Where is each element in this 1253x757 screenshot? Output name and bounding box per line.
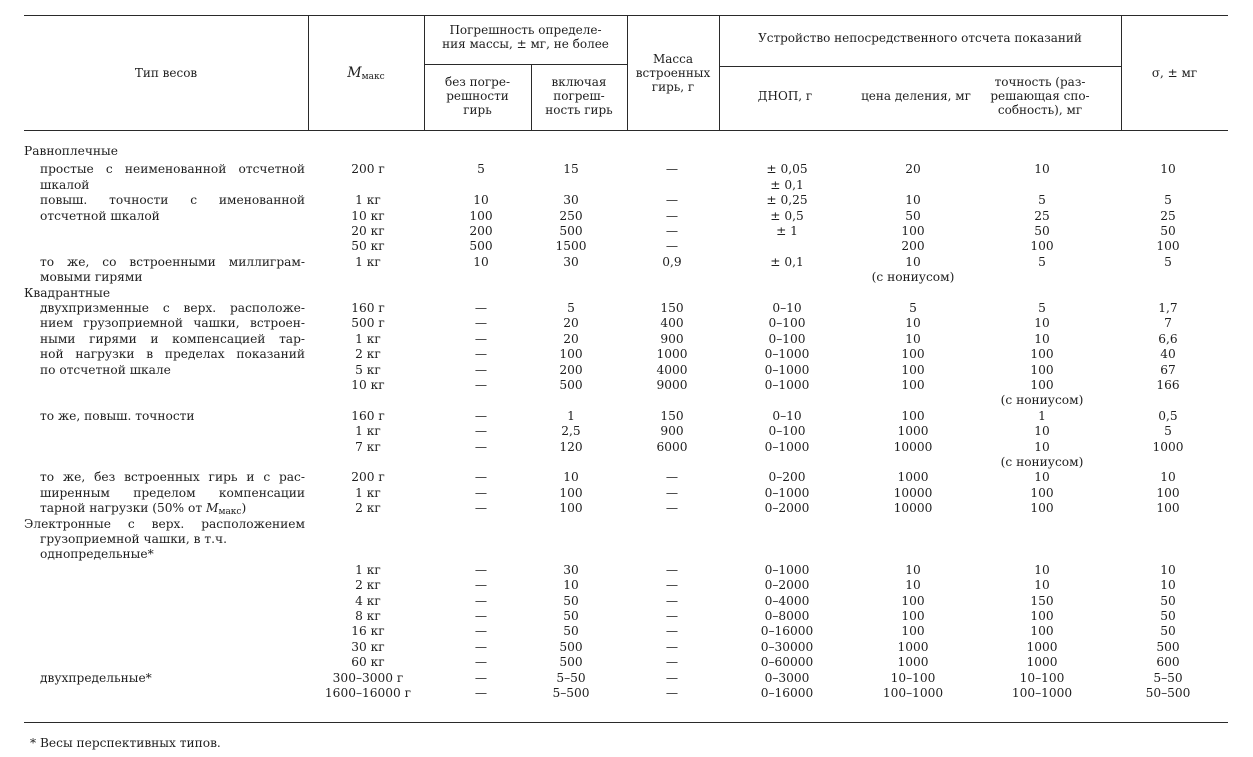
cell-builtin-mass: — xyxy=(665,578,679,593)
cell-accuracy: 100–1000 xyxy=(1011,686,1073,700)
cell-error-with-weights: 50 xyxy=(563,624,579,639)
cell-sigma: 5 xyxy=(1164,424,1172,439)
cell-builtin-mass: — xyxy=(665,485,679,500)
table-top-rule xyxy=(24,15,1228,16)
cell-division: 1000 xyxy=(897,655,929,670)
cell-error-without-weights: — xyxy=(474,470,488,485)
cell-error-without-weights: — xyxy=(474,316,488,331)
cell-division: 1000 xyxy=(897,424,929,439)
row-label: Равноплечные xyxy=(24,144,118,158)
cell-sigma: 50 xyxy=(1160,224,1176,238)
cell-builtin-mass: — xyxy=(665,208,679,223)
cell-division: 10 xyxy=(905,331,921,346)
cell-dnop: ± 0,25 xyxy=(766,193,808,208)
cell-division: 1000 xyxy=(897,639,929,654)
header-dnop: ДНОП, г xyxy=(757,89,813,103)
cell-builtin-mass: — xyxy=(665,470,679,485)
cell-division: 100 xyxy=(901,347,925,362)
cell-error-without-weights: — xyxy=(474,408,488,423)
cell-accuracy: 5 xyxy=(1038,254,1046,269)
cell-accuracy: 100 xyxy=(1030,624,1054,639)
cell-dnop: 0–60000 xyxy=(760,655,814,670)
cell-error-with-weights: 500 xyxy=(559,655,583,670)
cell-accuracy: (с нониусом) xyxy=(1000,393,1084,408)
cell-mmax: 7 кг xyxy=(355,439,381,454)
cell-mmax: 10 кг xyxy=(351,208,385,223)
cell-error-without-weights: 10 xyxy=(473,254,489,269)
cell-dnop: ± 0,1 xyxy=(770,254,804,269)
cell-dnop: 0–100 xyxy=(768,316,806,331)
header-error-without-weights: без погре- решности гирь xyxy=(444,75,511,117)
cell-error-with-weights: 20 xyxy=(563,331,579,346)
cell-error-without-weights: — xyxy=(474,655,488,670)
cell-error-without-weights: 500 xyxy=(469,239,493,254)
cell-builtin-mass: 150 xyxy=(660,408,684,423)
cell-mmax: 50 кг xyxy=(351,239,385,254)
cell-division: 100 xyxy=(901,378,925,392)
cell-division: 5 xyxy=(909,301,917,315)
cell-dnop: 0–30000 xyxy=(760,639,814,654)
cell-builtin-mass: 900 xyxy=(660,424,684,439)
cell-division: 10–100 xyxy=(890,670,936,685)
header-type: Тип весов xyxy=(134,66,198,80)
row-label: двухпредельные* xyxy=(40,670,152,685)
header-bottom-rule xyxy=(24,130,1228,131)
cell-sigma: 5 xyxy=(1164,193,1172,208)
cell-builtin-mass: — xyxy=(665,239,679,254)
cell-division: 10 xyxy=(905,562,921,577)
row-label: ными гирями и компенсацией тар- xyxy=(40,331,305,346)
row-label: то же, со встроенными миллиграм- xyxy=(40,254,305,269)
cell-builtin-mass: — xyxy=(665,562,679,577)
cell-sigma: 50 xyxy=(1160,624,1176,639)
cell-accuracy: 10 xyxy=(1034,439,1050,454)
cell-error-without-weights: — xyxy=(474,347,488,362)
cell-error-without-weights: — xyxy=(474,378,488,392)
cell-division: 100 xyxy=(901,593,925,608)
cell-mmax: 60 кг xyxy=(351,655,385,670)
cell-division: 10 xyxy=(905,254,921,269)
cell-error-with-weights: 100 xyxy=(559,501,583,516)
cell-mmax: 160 г xyxy=(351,408,385,423)
cell-sigma: 1,7 xyxy=(1158,301,1178,315)
cell-accuracy: 10 xyxy=(1034,578,1050,593)
cell-dnop: ± 0,5 xyxy=(770,208,804,223)
cell-dnop: 0–8000 xyxy=(764,609,810,623)
cell-mmax: 300–3000 г xyxy=(332,670,404,685)
footnote: * Весы перспективных типов. xyxy=(30,736,221,750)
cell-accuracy: 10 xyxy=(1034,470,1050,485)
cell-accuracy: 10 xyxy=(1034,562,1050,577)
row-label: Квадрантные xyxy=(24,285,111,300)
row-label: то же, без встроенных гирь и с рас- xyxy=(40,470,305,485)
row-label: ширенным пределом компенсации xyxy=(40,485,305,500)
cell-sigma: 100 xyxy=(1156,239,1180,254)
cell-error-with-weights: 250 xyxy=(559,208,583,223)
header-mmax: $M_{макс}$ xyxy=(347,65,385,82)
cell-division: 100 xyxy=(901,408,925,423)
cell-builtin-mass: — xyxy=(665,639,679,654)
cell-dnop: ± 0,05 xyxy=(766,162,808,177)
cell-sigma: 6,6 xyxy=(1158,331,1178,346)
cell-dnop: ± 0,1 xyxy=(770,177,804,192)
cell-sigma: 40 xyxy=(1160,347,1176,362)
cell-error-without-weights: — xyxy=(474,301,488,315)
cell-builtin-mass: 4000 xyxy=(656,362,688,377)
cell-error-without-weights: — xyxy=(474,331,488,346)
cell-accuracy: 1000 xyxy=(1026,639,1058,654)
cell-builtin-mass: — xyxy=(665,193,679,208)
cell-accuracy: 5 xyxy=(1038,193,1046,208)
cell-division: 10 xyxy=(905,316,921,331)
cell-dnop: 0–1000 xyxy=(764,439,810,454)
cell-sigma: 50 xyxy=(1160,609,1176,623)
cell-dnop: 0–4000 xyxy=(764,593,810,608)
cell-sigma: 0,5 xyxy=(1158,408,1178,423)
cell-builtin-mass: 900 xyxy=(660,331,684,346)
cell-error-with-weights: 500 xyxy=(559,224,583,238)
cell-accuracy: 10 xyxy=(1034,424,1050,439)
cell-error-with-weights: 50 xyxy=(563,609,579,623)
cell-error-without-weights: — xyxy=(474,439,488,454)
cell-sigma: 600 xyxy=(1156,655,1180,670)
cell-dnop: 0–100 xyxy=(768,424,806,439)
cell-error-with-weights: 5–500 xyxy=(552,686,590,700)
cell-sigma: 166 xyxy=(1156,378,1180,392)
row-label: шкалой xyxy=(40,177,90,192)
cell-error-with-weights: 200 xyxy=(559,362,583,377)
cell-sigma: 1000 xyxy=(1152,439,1184,454)
cell-accuracy: 100 xyxy=(1030,239,1054,254)
cell-error-without-weights: — xyxy=(474,609,488,623)
row-label: грузоприемной чашки, в т.ч. xyxy=(40,532,227,546)
cell-dnop: 0–10 xyxy=(772,408,802,423)
cell-dnop: 0–3000 xyxy=(764,670,810,685)
cell-accuracy: 100 xyxy=(1030,347,1054,362)
table-bottom-rule xyxy=(24,722,1228,723)
header-builtin-mass: Масса встроенных гирь, г xyxy=(635,52,711,94)
cell-accuracy: 100 xyxy=(1030,362,1054,377)
cell-division: 100 xyxy=(901,362,925,377)
cell-mmax: 2 кг xyxy=(355,347,381,362)
row-label: отсчетной шкалой xyxy=(40,208,160,223)
cell-sigma: 10 xyxy=(1160,162,1176,177)
cell-mmax: 200 г xyxy=(351,470,385,485)
cell-error-with-weights: 30 xyxy=(563,193,579,208)
cell-accuracy: 10 xyxy=(1034,331,1050,346)
cell-accuracy: 150 xyxy=(1030,593,1054,608)
cell-error-without-weights: — xyxy=(474,578,488,593)
cell-error-without-weights: — xyxy=(474,686,488,700)
header-sigma: σ, ± мг xyxy=(1151,66,1198,80)
cell-error-with-weights: 1500 xyxy=(555,239,587,254)
cell-accuracy: 10 xyxy=(1034,162,1050,177)
cell-division: 100 xyxy=(901,624,925,639)
cell-error-with-weights: 2,5 xyxy=(561,424,581,439)
row-label: нием грузоприемной чашки, встроен- xyxy=(40,316,305,331)
row-label: простые с неименованной отсчетной xyxy=(40,162,305,177)
cell-division: 100 xyxy=(901,224,925,238)
cell-division: 10 xyxy=(905,193,921,208)
row-label: ной нагрузки в пределах показаний xyxy=(40,347,305,362)
cell-builtin-mass: — xyxy=(665,655,679,670)
cell-mmax: 30 кг xyxy=(351,639,385,654)
cell-sigma: 67 xyxy=(1160,362,1176,377)
cell-division: 1000 xyxy=(897,470,929,485)
cell-builtin-mass: 6000 xyxy=(656,439,688,454)
cell-error-with-weights: 100 xyxy=(559,347,583,362)
cell-sigma: 7 xyxy=(1164,316,1172,331)
cell-division: 10 xyxy=(905,578,921,593)
cell-builtin-mass: — xyxy=(665,609,679,623)
cell-builtin-mass: — xyxy=(665,686,679,700)
cell-error-without-weights: — xyxy=(474,593,488,608)
cell-mmax: 1 кг xyxy=(355,485,381,500)
cell-error-with-weights: 500 xyxy=(559,378,583,392)
cell-mmax: 10 кг xyxy=(351,378,385,392)
cell-error-with-weights: 20 xyxy=(563,316,579,331)
cell-division: (с нониусом) xyxy=(871,270,955,285)
cell-dnop: 0–2000 xyxy=(764,501,810,516)
header-accuracy: точность (раз- решающая спо- собность), мг xyxy=(990,75,1090,117)
cell-mmax: 2 кг xyxy=(355,578,381,593)
cell-dnop: 0–16000 xyxy=(760,686,814,700)
cell-builtin-mass: 0,9 xyxy=(662,254,682,269)
cell-mmax: 5 кг xyxy=(355,362,381,377)
cell-error-with-weights: 50 xyxy=(563,593,579,608)
cell-error-without-weights: 10 xyxy=(473,193,489,208)
cell-division: 50 xyxy=(905,208,921,223)
cell-error-with-weights: 30 xyxy=(563,254,579,269)
cell-sigma: 10 xyxy=(1160,470,1176,485)
header-error-group: Погрешность определе- ния массы, ± мг, не более xyxy=(442,23,609,51)
cell-sigma: 10 xyxy=(1160,562,1176,577)
header-error-with-weights: включая погреш- ность гирь xyxy=(545,75,613,117)
cell-error-without-weights: 5 xyxy=(477,162,485,177)
cell-dnop: 0–1000 xyxy=(764,378,810,392)
cell-mmax: 1 кг xyxy=(355,193,381,208)
cell-error-with-weights: 5 xyxy=(567,301,575,315)
cell-sigma: 100 xyxy=(1156,485,1180,500)
cell-error-without-weights: — xyxy=(474,501,488,516)
cell-builtin-mass: 150 xyxy=(660,301,684,315)
cell-builtin-mass: — xyxy=(665,670,679,685)
row-label: тарной нагрузки (50% от $M_{макс}$) xyxy=(40,501,247,518)
row-label: мовыми гирями xyxy=(40,270,143,285)
row-label: по отсчетной шкале xyxy=(40,362,171,377)
row-label: повыш. точности с именованной xyxy=(40,193,305,208)
cell-mmax: 16 кг xyxy=(351,624,385,639)
header-device-group: Устройство непосредственного отсчета показаний xyxy=(758,31,1082,45)
cell-accuracy: (с нониусом) xyxy=(1000,455,1084,469)
header-subgroup-rule-error xyxy=(424,64,627,65)
cell-mmax: 200 г xyxy=(351,162,385,177)
cell-error-without-weights: — xyxy=(474,362,488,377)
cell-dnop: 0–2000 xyxy=(764,578,810,593)
cell-sigma: 25 xyxy=(1160,208,1176,223)
cell-mmax: 20 кг xyxy=(351,224,385,238)
cell-dnop: 0–200 xyxy=(768,470,806,485)
cell-mmax: 8 кг xyxy=(355,609,381,623)
header-division: цена деления, мг xyxy=(861,89,971,103)
cell-division: 200 xyxy=(901,239,925,254)
cell-division: 20 xyxy=(905,162,921,177)
cell-builtin-mass: 400 xyxy=(660,316,684,331)
cell-error-with-weights: 100 xyxy=(559,485,583,500)
cell-builtin-mass: — xyxy=(665,162,679,177)
cell-dnop: 0–16000 xyxy=(760,624,814,639)
cell-dnop: 0–100 xyxy=(768,331,806,346)
cell-builtin-mass: — xyxy=(665,593,679,608)
cell-accuracy: 50 xyxy=(1034,224,1050,238)
cell-division: 10000 xyxy=(893,439,933,454)
cell-dnop: ± 1 xyxy=(776,224,798,238)
cell-accuracy: 100 xyxy=(1030,609,1054,623)
cell-accuracy: 1000 xyxy=(1026,655,1058,670)
header-subgroup-rule-device xyxy=(719,66,1121,67)
cell-error-with-weights: 30 xyxy=(563,562,579,577)
cell-division: 10000 xyxy=(893,501,933,516)
cell-error-with-weights: 5–50 xyxy=(556,670,586,685)
cell-division: 100 xyxy=(901,609,925,623)
cell-dnop: 0–1000 xyxy=(764,562,810,577)
cell-builtin-mass: — xyxy=(665,224,679,238)
cell-error-without-weights: — xyxy=(474,639,488,654)
cell-sigma: 50–500 xyxy=(1145,686,1191,700)
cell-accuracy: 10–100 xyxy=(1019,670,1065,685)
cell-accuracy: 1 xyxy=(1038,408,1046,423)
cell-sigma: 50 xyxy=(1160,593,1176,608)
cell-mmax: 1 кг xyxy=(355,424,381,439)
cell-mmax: 1 кг xyxy=(355,331,381,346)
cell-error-with-weights: 15 xyxy=(563,162,579,177)
cell-builtin-mass: 1000 xyxy=(656,347,688,362)
cell-division: 10000 xyxy=(893,485,933,500)
cell-error-without-weights: — xyxy=(474,485,488,500)
cell-mmax: 2 кг xyxy=(355,501,381,516)
cell-mmax: 4 кг xyxy=(355,593,381,608)
cell-error-without-weights: — xyxy=(474,670,488,685)
cell-mmax: 500 г xyxy=(351,316,385,331)
row-label: двухпризменные с верх. расположе- xyxy=(40,301,305,315)
cell-dnop: 0–10 xyxy=(772,301,802,315)
cell-error-without-weights: 100 xyxy=(469,208,493,223)
cell-dnop: 0–1000 xyxy=(764,347,810,362)
cell-error-without-weights: 200 xyxy=(469,224,493,238)
cell-mmax: 1 кг xyxy=(355,254,381,269)
cell-division: 100–1000 xyxy=(882,686,944,700)
cell-sigma: 5–50 xyxy=(1153,670,1183,685)
cell-sigma: 500 xyxy=(1156,639,1180,654)
cell-accuracy: 10 xyxy=(1034,316,1050,331)
cell-mmax: 1600–16000 г xyxy=(324,686,412,700)
row-label: однопредельные* xyxy=(40,547,154,562)
cell-builtin-mass: 9000 xyxy=(656,378,688,392)
cell-accuracy: 5 xyxy=(1038,301,1046,315)
cell-dnop: 0–1000 xyxy=(764,362,810,377)
cell-accuracy: 25 xyxy=(1034,208,1050,223)
row-label: Электронные с верх. расположением xyxy=(24,516,305,531)
cell-error-without-weights: — xyxy=(474,424,488,439)
cell-error-with-weights: 500 xyxy=(559,639,583,654)
cell-mmax: 1 кг xyxy=(355,562,381,577)
cell-sigma: 100 xyxy=(1156,501,1180,516)
cell-accuracy: 100 xyxy=(1030,485,1054,500)
cell-accuracy: 100 xyxy=(1030,501,1054,516)
cell-builtin-mass: — xyxy=(665,624,679,639)
cell-dnop: 0–1000 xyxy=(764,485,810,500)
cell-error-with-weights: 120 xyxy=(559,439,583,454)
cell-builtin-mass: — xyxy=(665,501,679,516)
cell-error-with-weights: 10 xyxy=(563,470,579,485)
cell-error-with-weights: 1 xyxy=(567,408,575,423)
cell-sigma: 10 xyxy=(1160,578,1176,593)
cell-error-with-weights: 10 xyxy=(563,578,579,593)
cell-error-without-weights: — xyxy=(474,562,488,577)
cell-sigma: 5 xyxy=(1164,254,1172,269)
cell-mmax: 160 г xyxy=(351,301,385,315)
row-label: то же, повыш. точности xyxy=(40,408,195,423)
cell-error-without-weights: — xyxy=(474,624,488,639)
cell-accuracy: 100 xyxy=(1030,378,1054,392)
